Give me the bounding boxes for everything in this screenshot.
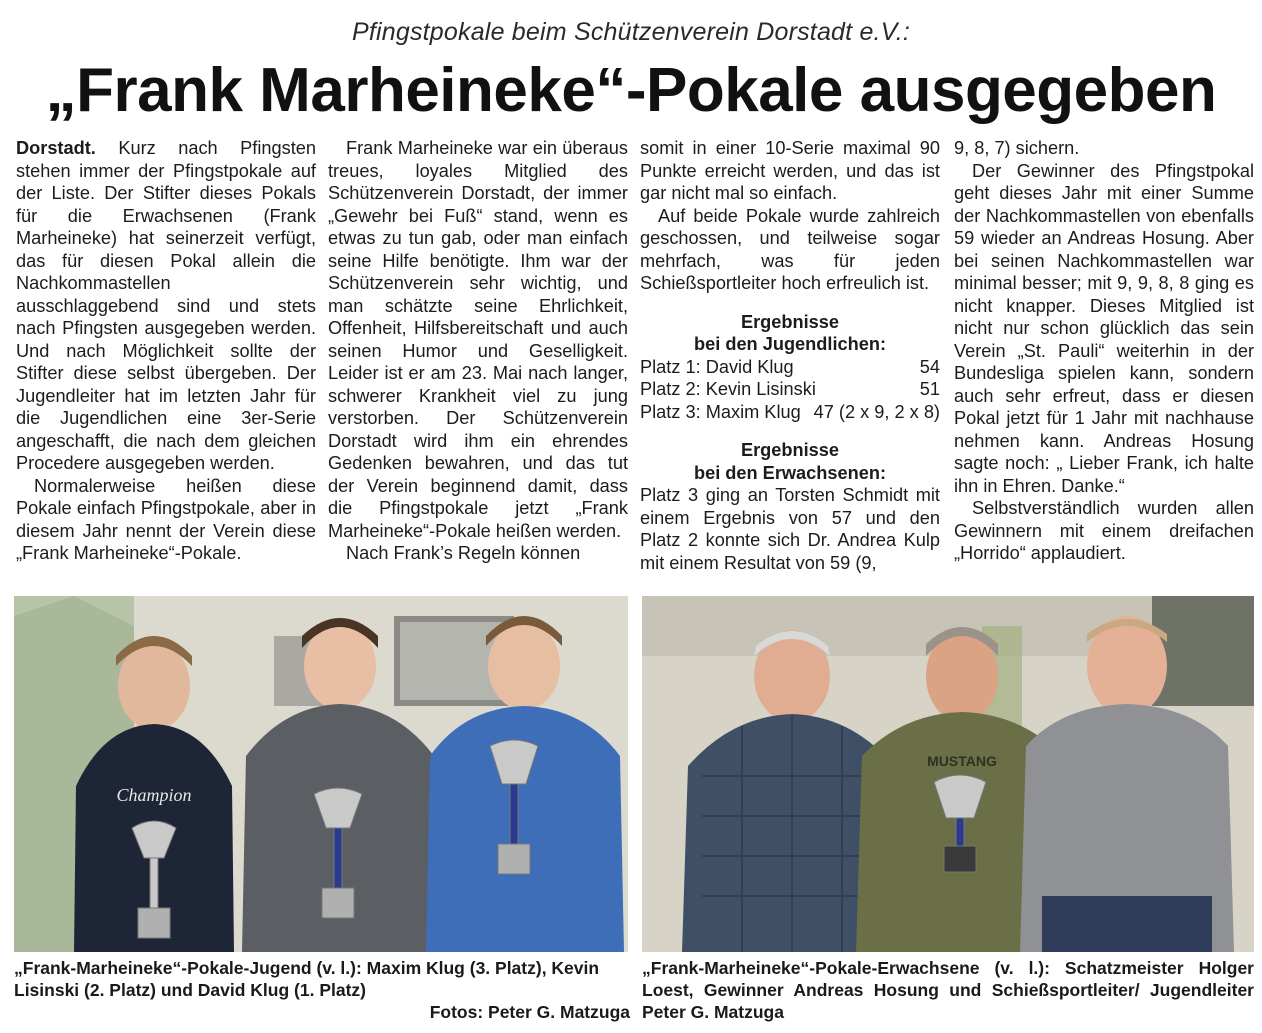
caption-adults: „Frank-Marheineke“-Pokale-Erwachsene (v. l.): Schatzmeister Holger Loest, Gewinner Andreas Hosung und Schießsportleiter/ Jugendleiter Peter G. Matzuga <box>642 958 1254 1022</box>
paragraph-4-end: somit in einer 10-Serie maximal 90 Punkte erreicht werden, und das ist gar nicht mal so einfach. <box>640 138 940 203</box>
photo-youth-illustration <box>14 596 628 952</box>
result-row <box>640 401 940 424</box>
dateline: Dorstadt. <box>16 138 96 158</box>
photo-youth-winners <box>14 596 628 952</box>
result-place: Platz 1: David Klug <box>640 356 794 377</box>
article-column-1 <box>16 137 316 587</box>
paragraph-1-text: Kurz nach Pfingsten stehen immer der Pfingstpokale auf der Liste. Der Stifter dieses Pokals für die Erwachsenen (Frank Marheineke) hat seinerzeit verfügt, das für diesen Pokal allein die Nachkommastellen ausschlaggebend sind und stets nach Pfingsten ausgegeben werden. Und nach Möglichkeit sollte der Stifter diese selbst übergeben. Der Jugendleiter hat im letzten Jahr für die Jugendlichen eine 3er-Serie angeschafft, die nach dem gleichen Procedere ausgegeben werden. <box>16 138 316 473</box>
adult-results-heading <box>640 439 940 484</box>
article-column-2 <box>328 137 628 587</box>
result-place: Platz 2: Kevin Lisinski <box>640 379 816 399</box>
youth-results-title-1: Ergebnisse <box>740 311 840 332</box>
paragraph-2: Normalerweise heißen diese Pokale einfach Pfingstpokale, aber in diesem Jahr nennt der Verein diese „Frank Marheineke“-Pokale. <box>16 475 316 563</box>
paragraph-6-end: 9, 8, 7) sichern. <box>954 138 1080 158</box>
paragraph-4-start: Nach Frank’s Regeln können <box>346 543 581 563</box>
result-row <box>640 378 940 401</box>
adult-results-title-2: bei den Erwachsenen: <box>693 462 887 483</box>
headline: „Frank Marheineke“-Pokale ausgegeben <box>45 56 1217 125</box>
paragraph-6-start: Platz 3 ging an Torsten Schmidt mit einem Ergebnis von 57 und den Platz 2 konnte sich Dr. Andrea Kulp mit einem Resultat von 59 (9, <box>640 485 940 573</box>
photo-adult-winners <box>642 596 1254 952</box>
kicker: Pfingstpokale beim Schützenverein Dorstadt e.V.: <box>351 18 911 46</box>
caption-youth <box>14 957 630 1023</box>
result-score: 51 <box>919 379 940 399</box>
youth-results-list <box>640 356 940 424</box>
photo-credit: Fotos: Peter G. Matzuga <box>429 1002 630 1022</box>
youth-results-heading <box>640 311 940 356</box>
paragraph-5: Auf beide Pokale wurde zahlreich geschossen, und teilweise sogar mehrfach, was für jeden Schießsportleiter hoch erfreulich ist. <box>640 205 940 293</box>
shirt-text-mustang: MUSTANG <box>927 753 997 769</box>
hoodie-text-champion: Champion <box>116 785 192 805</box>
article-column-4 <box>954 137 1254 587</box>
result-score: 47 (2 x 9, 2 x 8) <box>813 401 940 422</box>
result-score: 54 <box>919 356 940 377</box>
article-column-3 <box>640 137 940 587</box>
paragraph-7: Der Gewinner des Pfingstpokal geht dieses Jahr mit einer Summe der Nachkommastellen von ebenfalls 59 wieder an Andreas Hosung. Aber bei seinen Nachkommastellen war minimal besser; mit 9, 9, 8, 8 ging es nicht knapper. Dieses Mitglied ist nicht nur schon glücklich das sein Verein „St. Pauli“ weiterhin in der Bundesliga spielen kann, sondern auch sehr erfreut, dass er diesen Pokal jetzt für 1 Jahr mit nachhause nehmen kann. Andreas Hosung sagte noch: „ Lieber Frank, ich halte ihn in Ehren. Danke.“ <box>954 160 1254 496</box>
youth-results-title-2: bei den Jugendlichen: <box>694 334 886 354</box>
paragraph-1 <box>16 137 316 475</box>
photo-adult-illustration <box>642 596 1254 952</box>
result-row <box>640 356 940 379</box>
result-place: Platz 3: Maxim Klug <box>640 401 801 422</box>
paragraph-8: Selbstverständlich wurden allen Gewinnern mit einem dreifachen „Horrido“ applaudiert. <box>954 498 1254 563</box>
caption-youth-text: „Frank-Marheineke“-Pokale-Jugend (v. l.): Maxim Klug (3. Platz), Kevin Lisinski (2. Platz) und David Klug (1. Platz) <box>14 958 600 1000</box>
paragraph-3: Frank Marheineke war ein überaus treues, loyales Mitglied des Schützenverein Dorstadt, der immer „Gewehr bei Fuß“ stand, wenn es etwas zu tun gab, oder man einfach seine Hilfe benötigte. Ihm war der Schützenverein sehr wichtig, und man schätzte seine Ehrlichkeit, Offenheit, Hilfsbereitschaft und auch seinen Humor und Geselligkeit. Leider ist er am 23. Mai nach langer, schwerer Krankheit viel zu jung verstorben. Der Schützenverein Dorstadt wird ihm ein ehrendes Gedenken bewahren, und das tut der Verein beginnend damit, dass die Pfingstpokale jetzt „Frank Marheineke“-Pokale heißen werden. <box>328 138 628 541</box>
adult-results-title-1: Ergebnisse <box>740 440 840 460</box>
